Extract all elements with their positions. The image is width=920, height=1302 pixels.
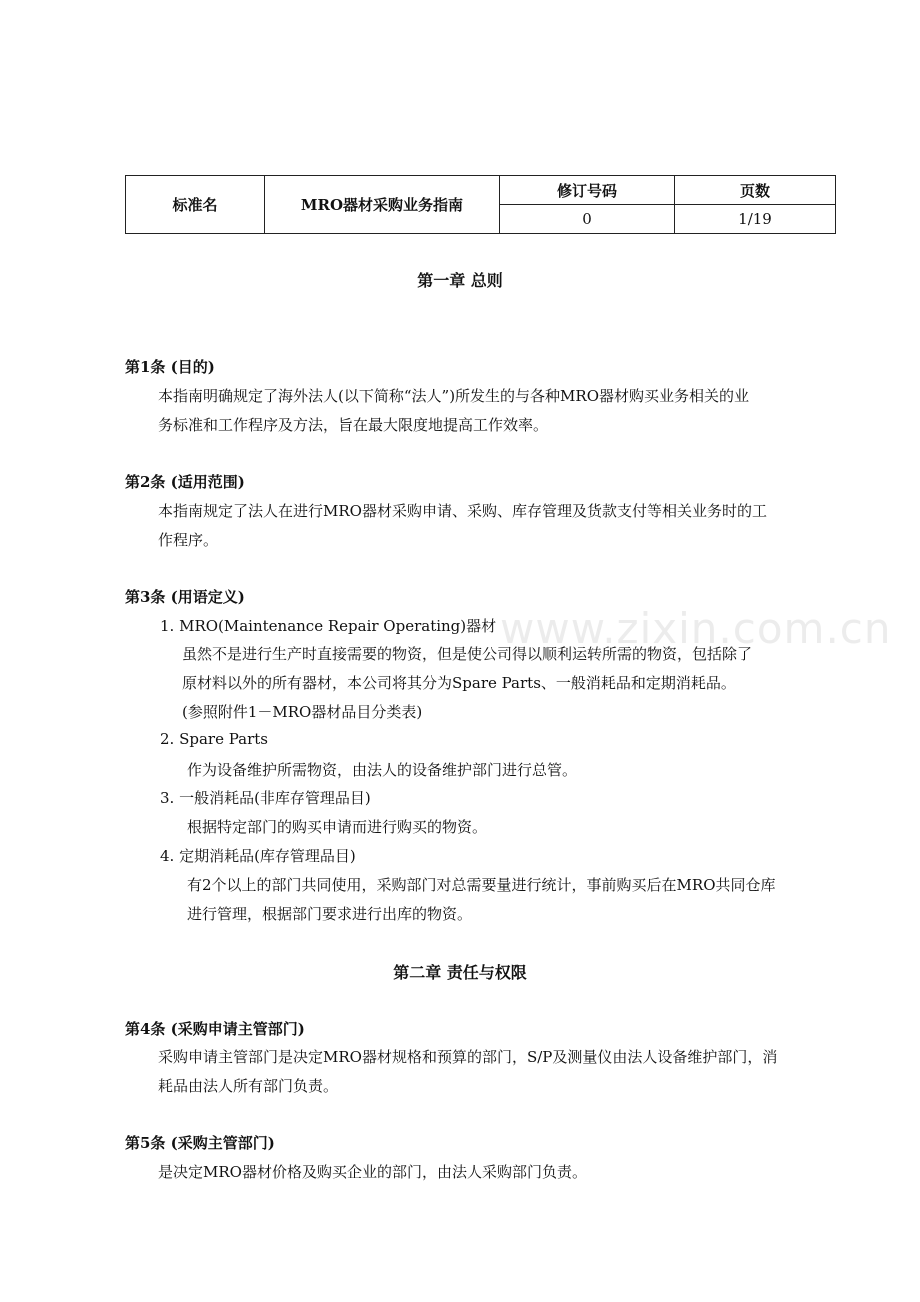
- article3-item1-line3: (参照附件1－MRO器材品目分类表): [182, 703, 423, 721]
- page-label: 页数: [675, 176, 836, 205]
- article2-title: 第2条 (适用范围): [125, 473, 245, 491]
- article4-line1: 采购申请主管部门是决定MRO器材规格和预算的部门，S/P及测量仪由法人设备维护部门，消: [158, 1048, 778, 1066]
- standard-name-label: 标准名: [126, 176, 265, 234]
- chapter2-title: 第二章 责任与权限: [393, 963, 527, 982]
- article5-line1: 是决定MRO器材价格及购买企业的部门，由法人采购部门负责。: [158, 1163, 587, 1181]
- article1-title: 第1条 (目的): [125, 358, 215, 376]
- article3-item1-line1: 虽然不是进行生产时直接需要的物资，但是使公司得以顺利运转所需的物资，包括除了: [182, 645, 753, 663]
- article5-title: 第5条 (采购主管部门): [125, 1134, 275, 1152]
- article1-line2: 务标准和工作程序及方法，旨在最大限度地提高工作效率。: [158, 416, 549, 434]
- article2-line1: 本指南规定了法人在进行MRO器材采购申请、采购、库存管理及货款支付等相关业务时的工: [158, 502, 767, 520]
- article3-item3-line1: 根据特定部门的购买申请而进行购买的物资。: [187, 818, 488, 836]
- article1-line1: 本指南明确规定了海外法人(以下简称“法人”)所发生的与各种MRO器材购买业务相关的业: [158, 387, 749, 405]
- article4-title: 第4条 (采购申请主管部门): [125, 1020, 305, 1038]
- article3-item1-line2: 原材料以外的所有器材，本公司将其分为Spare Parts、一般消耗品和定期消耗品。: [182, 674, 736, 692]
- article4-line2: 耗品由法人所有部门负责。: [158, 1077, 339, 1095]
- article3-item4-line1: 有2个以上的部门共同使用，采购部门对总需要量进行统计，事前购买后在MRO共同仓库: [187, 876, 776, 894]
- article3-item2-title: 2. Spare Parts: [160, 730, 268, 748]
- article3-item4-title: 4. 定期消耗品(库存管理品目): [160, 847, 356, 865]
- watermark: www.zixin.com.cn: [500, 604, 892, 653]
- revision-value: 0: [500, 205, 675, 234]
- page-value: 1/19: [675, 205, 836, 234]
- standard-name-value: MRO器材采购业务指南: [265, 176, 500, 234]
- article3-title: 第3条 (用语定义): [125, 588, 245, 606]
- article3-item4-line2: 进行管理，根据部门要求进行出库的物资。: [187, 905, 473, 923]
- article3-item3-title: 3. 一般消耗品(非库存管理品目): [160, 789, 371, 807]
- article3-item2-line1: 作为设备维护所需物资，由法人的设备维护部门进行总管。: [187, 761, 578, 779]
- article3-item1-title: 1. MRO(Maintenance Repair Operating)器材: [160, 617, 497, 635]
- revision-label: 修订号码: [500, 176, 675, 205]
- article2-line2: 作程序。: [158, 531, 219, 549]
- chapter1-title: 第一章 总则: [417, 271, 503, 290]
- header-table: [125, 175, 836, 234]
